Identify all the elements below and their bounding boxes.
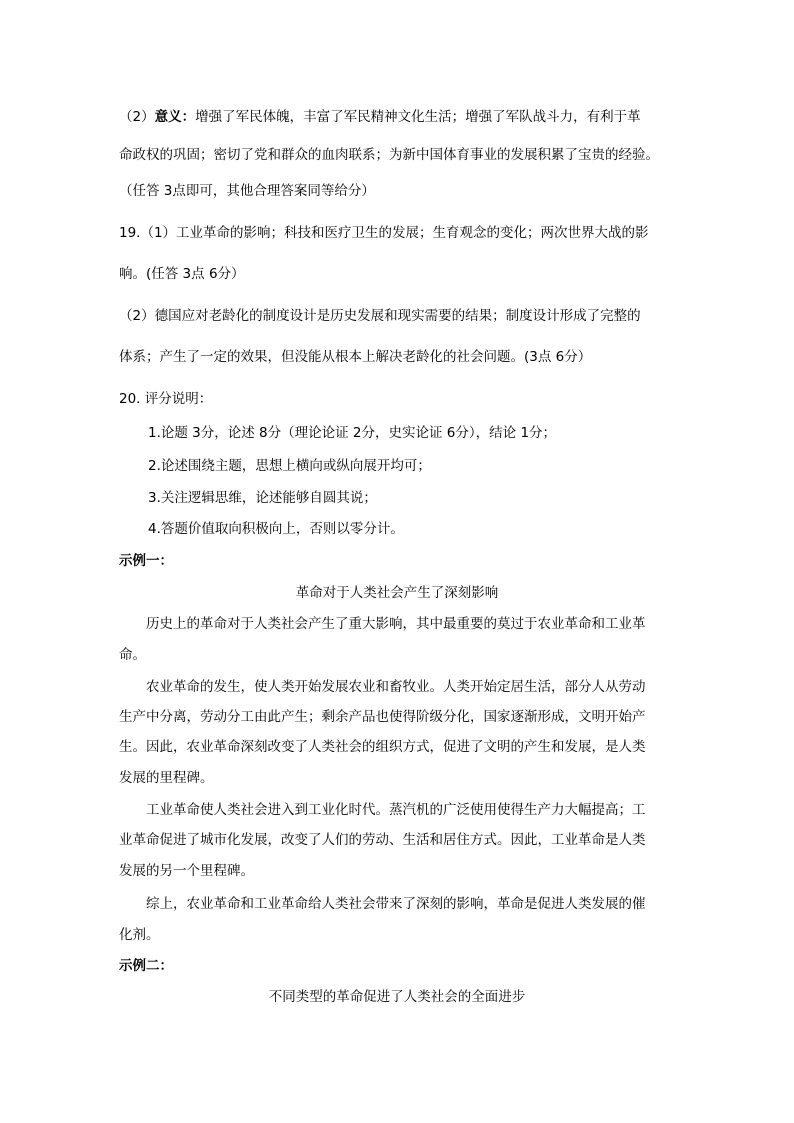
example1-label: 示例一： bbox=[119, 553, 173, 569]
q19-part2-line2: 体系；产生了一定的效果，但没能从根本上解决老龄化的社会问题。(3点 6分） bbox=[119, 349, 592, 365]
example1-para1-line2: 命。 bbox=[119, 647, 146, 663]
example1-para1-line1: 历史上的革命对于人类社会产生了重大影响，其中最重要的莫过于农业革命和工业革 bbox=[146, 616, 646, 632]
q20-criterion-2: 2.论述围绕主题，思想上横向或纵向展开均可； bbox=[148, 458, 431, 474]
q20-criterion-1: 1.论题 3分，论述 8分（理论论证 2分，史实论证 6分），结论 1分； bbox=[148, 425, 557, 441]
q18-part2-keyword: 意义： bbox=[154, 109, 196, 125]
example1-para4-line1: 综上，农业革命和工业革命给人类社会带来了深刻的影响，革命是促进人类发展的催 bbox=[146, 896, 646, 912]
example2-label: 示例二： bbox=[119, 958, 173, 974]
q20-criterion-3: 3.关注逻辑思维，论述能够自圆其说； bbox=[148, 490, 377, 506]
example1-para2-line3: 生。因此，农业革命深刻改变了人类社会的组织方式，促进了文明的产生和发展，是人类 bbox=[119, 739, 646, 755]
q20-heading: 20. 评分说明： bbox=[119, 391, 213, 407]
q18-part2-line1-text: 增强了军民体魄，丰富了军民精神文化生活；增强了军队战斗力，有利于革 bbox=[195, 109, 641, 125]
q18-scoring-note: （任答 3点即可，其他合理答案同等给分） bbox=[119, 183, 375, 199]
example1-para3-line2: 业革命促进了城市化发展，改变了人们的劳动、生活和居住方式。因此，工业革命是人类 bbox=[119, 832, 646, 848]
q18-part2-label: （2） bbox=[119, 109, 155, 125]
example1-para3-line1: 工业革命使人类社会进入到工业化时代。蒸汽机的广泛使用使得生产力大幅提高；工 bbox=[146, 802, 646, 818]
example2-title: 不同类型的革命促进了人类社会的全面进步 bbox=[268, 989, 526, 1005]
q20-criterion-4: 4.答题价值取向积极向上，否则以零分计。 bbox=[148, 521, 404, 537]
q18-part2-line1 bbox=[119, 108, 641, 126]
q19-part2-line1: （2）德国应对老龄化的制度设计是历史发展和现实需要的结果；制度设计形成了完整的 bbox=[119, 308, 641, 324]
example1-para2-line1: 农业革命的发生，使人类开始发展农业和畜牧业。人类开始定居生活，部分人从劳动 bbox=[146, 679, 646, 695]
example1-para2-line2: 生产中分离，劳动分工由此产生；剩余产品也使得阶级分化，国家逐渐形成，文明开始产 bbox=[119, 709, 646, 725]
q19-part1-line2: 响。(任答 3点 6分） bbox=[119, 266, 245, 282]
q18-part2-line2: 命政权的巩固；密切了党和群众的血肉联系；为新中国体育事业的发展积累了宝贵的经验。 bbox=[119, 147, 659, 163]
example1-title: 革命对于人类社会产生了深刻影响 bbox=[295, 585, 499, 601]
example1-para2-line4: 发展的里程碑。 bbox=[119, 770, 214, 786]
example1-para3-line3: 发展的另一个里程碑。 bbox=[119, 863, 254, 879]
example1-para4-line2: 化剂。 bbox=[119, 927, 160, 943]
q19-part1-line1: 19.（1）工业革命的影响；科技和医疗卫生的发展；生育观念的变化；两次世界大战的影 bbox=[119, 225, 649, 241]
